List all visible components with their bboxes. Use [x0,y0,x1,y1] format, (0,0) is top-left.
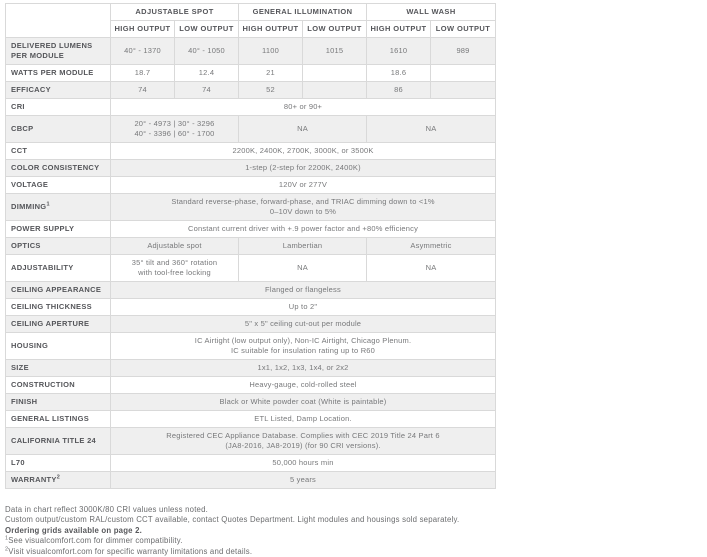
spec-value-cell: ETL Listed, Damp Location. [111,411,496,428]
footnote: $^2$Visit visualcomfort.com for specific warranty limitations and details. [5,546,253,556]
spec-value-cell: Standard reverse-phase, forward-phase, and TRIAC dimming down to <1% 0–10V down to 5% [111,194,496,221]
spec-value-cell: Lambertian [239,238,367,255]
spec-value-cell: Flanged or flangeless [111,282,496,299]
row-label: POWER SUPPLY [6,221,111,238]
spec-value-cell: 1015 [303,38,367,65]
spec-value-cell: 18.6 [367,65,431,82]
footnote: $^1$See visualcomfort.com for dimmer compatibility. [5,535,183,546]
row-label: EFFICACY [6,82,111,99]
spec-value-cell: NA [367,116,496,143]
row-label: CONSTRUCTION [6,377,111,394]
table-row [6,194,496,221]
spec-value-cell [303,65,367,82]
footnote: Custom output/custom RAL/custom CCT available, contact Quotes Department. Light modules and housings sold separately. [5,515,460,525]
spec-value-cell: 120V or 277V [111,177,496,194]
spec-value-cell: 74 [111,82,175,99]
table-row [6,455,496,472]
row-label: CCT [6,143,111,160]
group-header: GENERAL ILLUMINATION [239,4,367,21]
spec-value-cell: Registered CEC Appliance Database. Complies with CEC 2019 Title 24 Part 6 (JA8-2016, JA8-2019) (for 90 CRI versions). [111,428,496,455]
spec-value-cell: 20° - 4973 | 30° - 3296 40° - 3396 | 60° - 1700 [111,116,239,143]
spec-value-cell: Black or White powder coat (White is paintable) [111,394,496,411]
footnote: Data in chart reflect 3000K/80 CRI values unless noted. [5,505,208,514]
footnotes [5,505,695,557]
row-label: WATTS PER MODULE [6,65,111,82]
output-header: LOW OUTPUT [303,21,367,38]
spec-value-cell: 74 [175,82,239,99]
row-label: OPTICS [6,238,111,255]
spec-value-cell: Constant current driver with +.9 power factor and +80% efficiency [111,221,496,238]
row-label: SIZE [6,360,111,377]
table-row [6,38,496,65]
table-row [6,360,496,377]
row-label: DELIVERED LUMENS PER MODULE [6,38,111,65]
spec-value-cell: 989 [431,38,496,65]
spec-value-cell: 80+ or 90+ [111,99,496,116]
spec-value-cell: IC Airtight (low output only), Non-IC Airtight, Chicago Plenum. IC suitable for insulation rating up to R60 [111,333,496,360]
table-row [6,411,496,428]
row-label: CEILING THICKNESS [6,299,111,316]
spec-value-cell: 1100 [239,38,303,65]
corner-cell [6,4,111,38]
spec-table-head [6,4,496,38]
spec-value-cell: Asymmetric [367,238,496,255]
table-row [6,255,496,282]
spec-value-cell: 18.7 [111,65,175,82]
spec-value-cell: 1x1, 1x2, 1x3, 1x4, or 2x2 [111,360,496,377]
spec-value-cell: NA [239,255,367,282]
spec-value-cell: 5" x 5" ceiling cut-out per module [111,316,496,333]
output-header: LOW OUTPUT [175,21,239,38]
group-header: WALL WASH [367,4,496,21]
spec-value-cell: NA [367,255,496,282]
table-row [6,299,496,316]
spec-value-cell [431,65,496,82]
table-row [6,316,496,333]
row-label: CBCP [6,116,111,143]
output-header: HIGH OUTPUT [111,21,175,38]
row-label: FINISH [6,394,111,411]
spec-value-cell: 2200K, 2400K, 2700K, 3000K, or 3500K [111,143,496,160]
table-row [6,394,496,411]
table-row [6,221,496,238]
spec-value-cell: 12.4 [175,65,239,82]
row-label: CALIFORNIA TITLE 24 [6,428,111,455]
output-header: LOW OUTPUT [431,21,496,38]
spec-value-cell: Adjustable spot [111,238,239,255]
spec-value-cell: Up to 2" [111,299,496,316]
table-row [6,99,496,116]
table-row [6,82,496,99]
row-label: CEILING APPEARANCE [6,282,111,299]
row-label: WARRANTY$^2$ [6,472,111,489]
spec-value-cell: 40° - 1370 [111,38,175,65]
table-row [6,472,496,489]
spec-value-cell: 40° - 1050 [175,38,239,65]
row-label: ADJUSTABILITY [6,255,111,282]
spec-value-cell: 50,000 hours min [111,455,496,472]
spec-table-body [6,38,496,489]
spec-value-cell [431,82,496,99]
row-label: CRI [6,99,111,116]
spec-value-cell: 1610 [367,38,431,65]
spec-value-cell: 5 years [111,472,496,489]
table-row [6,282,496,299]
output-header: HIGH OUTPUT [367,21,431,38]
spec-value-cell: NA [239,116,367,143]
table-row [6,377,496,394]
table-row [6,65,496,82]
table-row [6,116,496,143]
spec-sheet [5,3,496,489]
footnote: Ordering grids available on page 2. [5,525,142,535]
spec-value-cell: 52 [239,82,303,99]
spec-value-cell: 86 [367,82,431,99]
table-row [6,160,496,177]
spec-table [5,3,496,489]
row-label: GENERAL LISTINGS [6,411,111,428]
spec-value-cell: 1-step (2-step for 2200K, 2400K) [111,160,496,177]
row-label: VOLTAGE [6,177,111,194]
group-header: ADJUSTABLE SPOT [111,4,239,21]
table-row [6,428,496,455]
spec-value-cell: 21 [239,65,303,82]
table-row [6,333,496,360]
row-label: COLOR CONSISTENCY [6,160,111,177]
row-label: HOUSING [6,333,111,360]
row-label: CEILING APERTURE [6,316,111,333]
table-row [6,143,496,160]
spec-value-cell: 35° tilt and 360° rotation with tool-free locking [111,255,239,282]
output-header: HIGH OUTPUT [239,21,303,38]
row-label: L70 [6,455,111,472]
spec-value-cell [303,82,367,99]
table-row [6,238,496,255]
row-label: DIMMING$^1$ [6,194,111,221]
spec-value-cell: Heavy-gauge, cold-rolled steel [111,377,496,394]
table-row [6,177,496,194]
